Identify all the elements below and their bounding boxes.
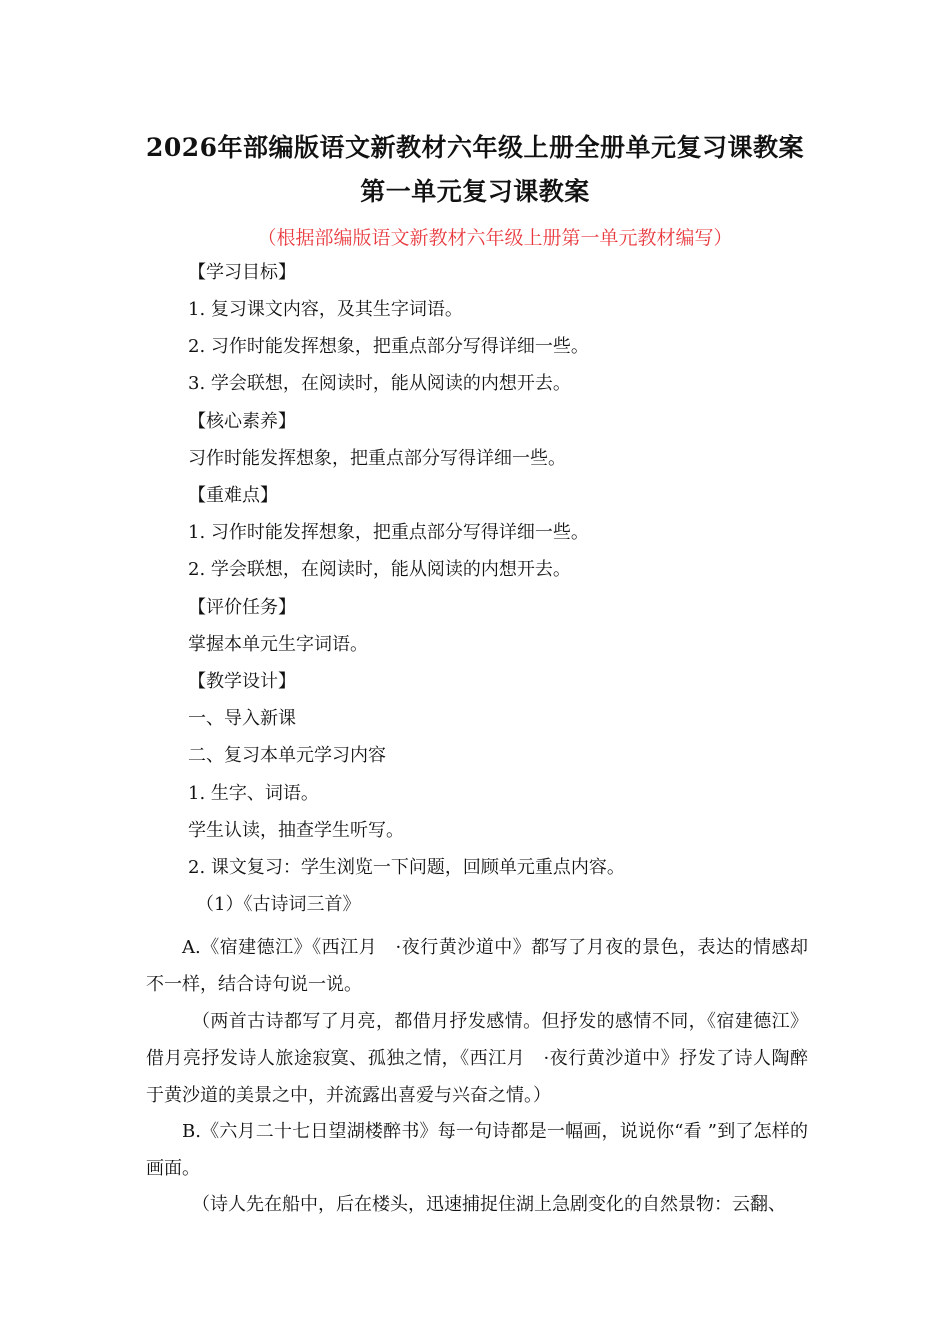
goal-item-1: 1. 复习课文内容，及其生字词语。 bbox=[188, 299, 463, 320]
subsection-ancient-poems: （1）《古诗词三首》 bbox=[196, 894, 361, 915]
difficulty-item-1: 1. 习作时能发挥想象，把重点部分写得详细一些。 bbox=[188, 522, 589, 543]
review-item-2: 2. 课文复习：学生浏览一下问题，回顾单元重点内容。 bbox=[188, 857, 625, 878]
heading-key-difficulties: 【重难点】 bbox=[188, 485, 278, 506]
review-item-1: 1. 生字、词语。 bbox=[188, 783, 319, 804]
question-a: A.《宿建德江》《西江月 ·夜行黄沙道中》都写了月夜的景色，表达的情感却不一样，结合诗句说一说。 bbox=[146, 937, 808, 995]
section-review: 二、复习本单元学习内容 bbox=[188, 745, 386, 766]
review-item-1-text: 学生认读，抽查学生听写。 bbox=[188, 820, 404, 841]
unit-title: 第一单元复习课教案 bbox=[360, 177, 590, 206]
core-literacy-text: 习作时能发挥想象，把重点部分写得详细一些。 bbox=[188, 448, 566, 469]
document-title: 2026年部编版语文新教材六年级上册全册单元复习课教案 bbox=[145, 133, 805, 162]
heading-learning-goals: 【学习目标】 bbox=[188, 262, 296, 283]
goal-item-2: 2. 习作时能发挥想象，把重点部分写得详细一些。 bbox=[188, 336, 589, 357]
source-note: （根据部编版语文新教材六年级上册第一单元教材编写） bbox=[257, 227, 733, 249]
goal-item-3: 3. 学会联想，在阅读时，能从阅读的内想开去。 bbox=[188, 373, 571, 394]
section-intro: 一、导入新课 bbox=[188, 708, 296, 729]
heading-assessment-task: 【评价任务】 bbox=[188, 597, 296, 618]
answer-b: （诗人先在船中，后在楼头，迅速捕捉住湖上急剧变化的自然景物：云翻、 bbox=[192, 1194, 786, 1215]
assessment-task-text: 掌握本单元生字词语。 bbox=[188, 634, 368, 655]
difficulty-item-2: 2. 学会联想，在阅读时，能从阅读的内想开去。 bbox=[188, 559, 571, 580]
heading-core-literacy: 【核心素养】 bbox=[188, 411, 296, 432]
heading-teaching-design: 【教学设计】 bbox=[188, 671, 296, 692]
question-b: B.《六月二十七日望湖楼醉书》每一句诗都是一幅画，说说你“看 ”到了怎样的画面。 bbox=[146, 1121, 808, 1179]
answer-a: （两首古诗都写了月亮，都借月抒发感情。但抒发的感情不同，《宿建德江》借月亮抒发诗人旅途寂寞、孤独之情，《西江月 ·夜行黄沙道中》抒发了诗人陶醉于黄沙道的美景之中，并流露出喜爱与兴奋之情。） bbox=[146, 1011, 808, 1106]
